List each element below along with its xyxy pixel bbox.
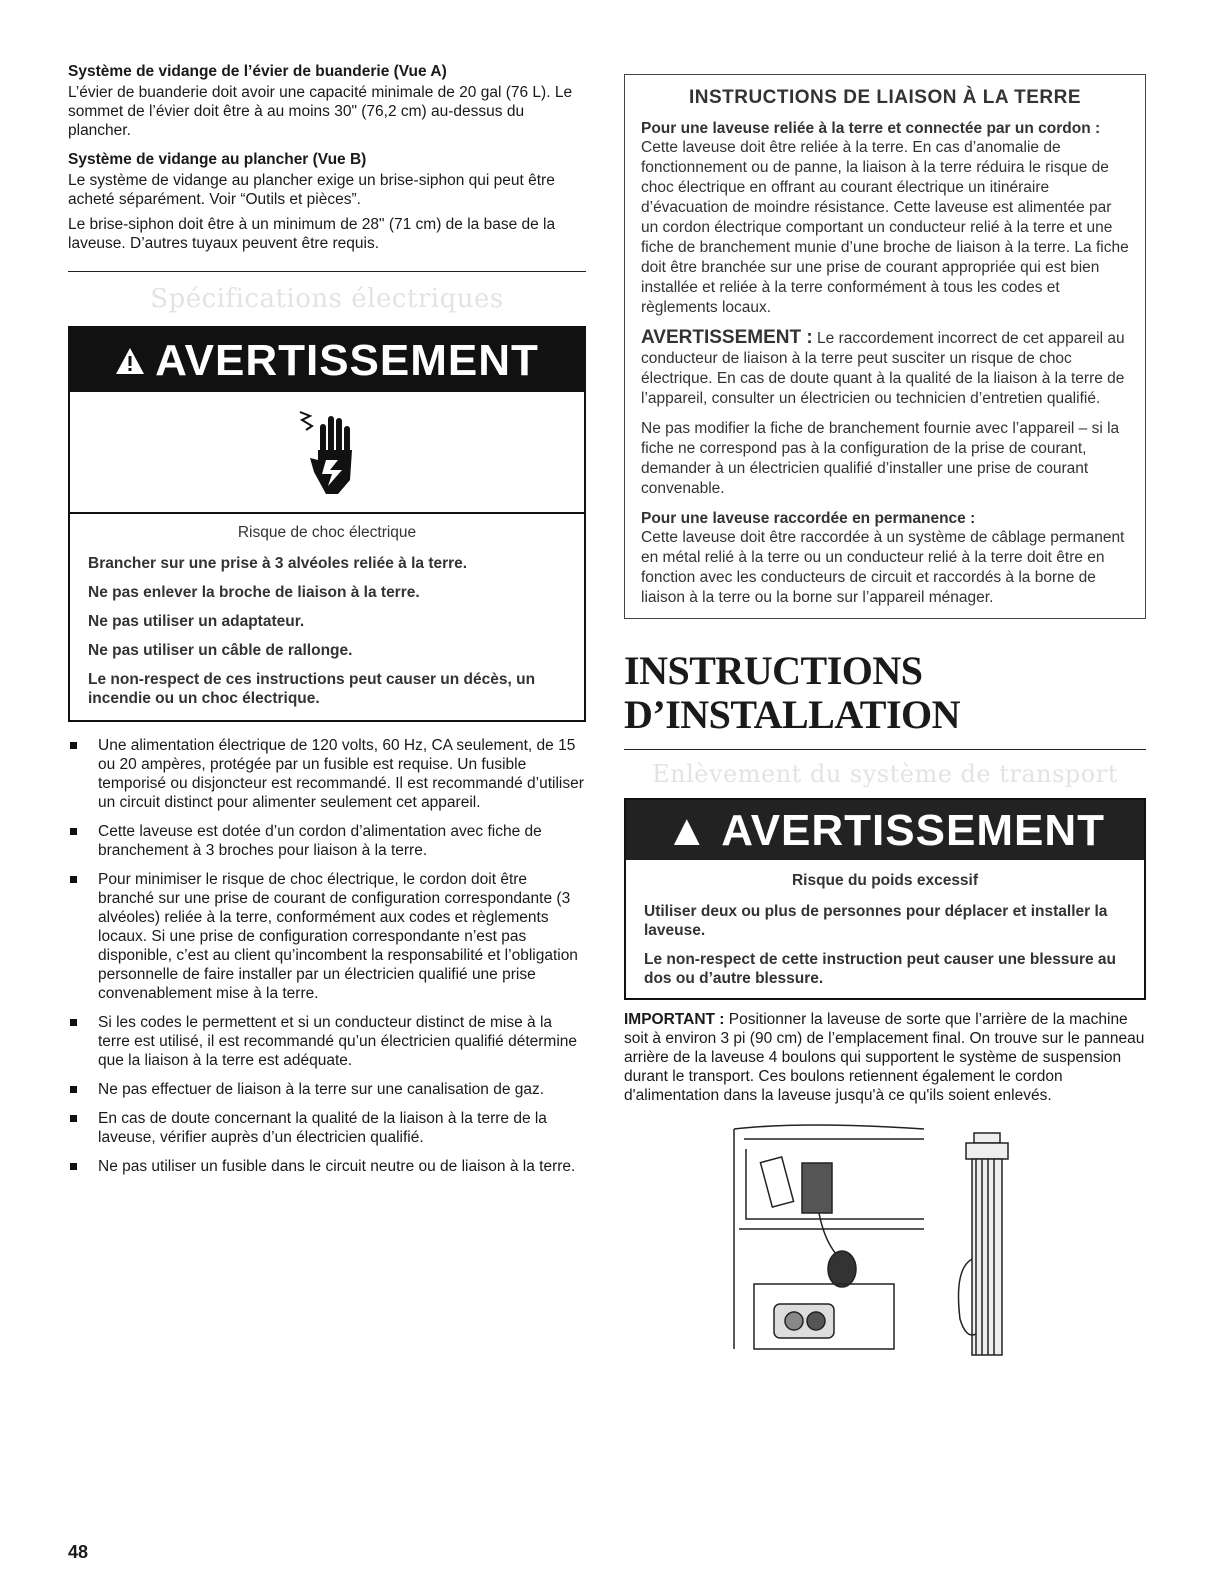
bullet-square-icon bbox=[70, 742, 77, 749]
shock-risk-label: Risque de choc électrique bbox=[237, 524, 417, 541]
shock-warning-box bbox=[68, 326, 586, 722]
left-column bbox=[68, 62, 586, 1186]
electrical-specs-heading: Spécifications électriques bbox=[150, 284, 504, 314]
weight-risk-label: Risque du poids excessif bbox=[791, 872, 979, 889]
warning-line: Ne pas utiliser un câble de rallonge. bbox=[88, 642, 353, 659]
warning-line: Ne pas utiliser un adaptateur. bbox=[88, 613, 305, 630]
warning-header-label: AVERTISSEMENT bbox=[155, 336, 539, 385]
right-column bbox=[624, 74, 1146, 1359]
list-item: Une alimentation électrique de 120 volts, 60 Hz, CA seulement, de 15 ou 20 ampères, protégée par un fusible est requise. Un fusible temporisé ou disjoncteur est recommandé. Il est recommandé d’utiliser un circuit distinct pour alimenter seulement cet appareil. bbox=[68, 736, 586, 812]
grounding-warning: AVERTISSEMENT : Le raccordement incorrect de cet appareil au conducteur de liaison à la terre peut susciter un risque de choc électrique. En cas de doute quant à la qualité de la liaison à la terre de l’appareil, consulter un électricien ou technicien d’entretien qualifié. bbox=[641, 327, 1125, 407]
grounding-subtitle-permanent: Pour une laveuse raccordée en permanence : bbox=[641, 510, 976, 527]
grounding-permanent-text: Cette laveuse doit être raccordée à un système de câblage permanent en métal relié à la terre ou un conducteur relié à la terre doit être en fonction avec les conducteurs de circuit et raccordés à la borne de liaison à la terre ou la borne sur l’appareil ménager. bbox=[641, 529, 1125, 606]
bullet-square-icon bbox=[70, 1086, 77, 1093]
grounding-title: INSTRUCTIONS DE LIAISON À LA TERRE bbox=[688, 87, 1082, 108]
warning-line: Ne pas enlever la broche de liaison à la terre. bbox=[88, 584, 420, 601]
bullet-square-icon bbox=[70, 1019, 77, 1026]
list-item: Ne pas effectuer de liaison à la terre sur une canalisation de gaz. bbox=[68, 1080, 586, 1099]
grounding-subtitle-cord: Pour une laveuse reliée à la terre et connectée par un cordon : bbox=[641, 120, 1101, 137]
page-title: INSTRUCTIONS D’INSTALLATION bbox=[624, 648, 961, 737]
bullet-square-icon bbox=[70, 1163, 77, 1170]
transport-bolt-illustration bbox=[624, 1119, 1146, 1359]
list-item: Pour minimiser le risque de choc électrique, le cordon doit être branché sur une prise de courant de configuration correspondante (3 alvéoles) reliée à la terre, conformément aux codes et règlements locaux. Si une prise de configuration correspondante n’est pas disponible, c’est au client qu’incombent la responsabilité et l’obligation personnelle de faire installer par un électricien qualifié une prise convenablement mise à la terre. bbox=[68, 870, 586, 1003]
sec-a-text: L’évier de buanderie doit avoir une capacité minimale de 20 gal (76 L). Le sommet de l’évier doit être à au moins 30" (76,2 cm) au-dessus du plancher. bbox=[68, 84, 573, 139]
list-item: Si les codes le permettent et si un conducteur distinct de mise à la terre est utilisé, il est recommandé qu’un électricien qualifié détermine que la liaison à la terre est adéquate. bbox=[68, 1013, 586, 1070]
warning-line: Utiliser deux ou plus de personnes pour déplacer et installer la laveuse. bbox=[644, 903, 1108, 939]
weight-warning-box bbox=[624, 798, 1146, 1000]
warning-line: Le non-respect de cette instruction peut causer une blessure au dos ou d’autre blessure. bbox=[644, 951, 1117, 987]
grounding-instructions-box bbox=[624, 74, 1146, 619]
bullet-square-icon bbox=[70, 828, 77, 835]
sec-b-text-2: Le brise-siphon doit être à un minimum de 28" (71 cm) de la base de la laveuse. D’autres tuyaux peuvent être requis. bbox=[68, 216, 556, 252]
divider bbox=[68, 271, 586, 272]
divider bbox=[624, 749, 1146, 750]
washer-rear-panel-illustration bbox=[734, 1125, 924, 1349]
sec-a-title: Système de vidange de l’évier de buanderie (Vue A) bbox=[68, 63, 447, 80]
important-note: IMPORTANT : Positionner la laveuse de sorte que l’arrière de la machine soit à environ 3 pi (90 cm) de l’emplacement final. On trouve sur le panneau arrière de la laveuse 4 boulons qui supportent le système de suspension durant le transport. Ces boulons retiennent également le cordon d'alimentation dans la laveuse jusqu'à ce qu'ils soient enlevés. bbox=[624, 1011, 1145, 1104]
transport-removal-heading: Enlèvement du système de transport bbox=[652, 760, 1118, 788]
list-item: En cas de doute concernant la qualité de la liaison à la terre de la laveuse, vérifier auprès d’un électricien qualifié. bbox=[68, 1109, 586, 1147]
list-item: Ne pas utiliser un fusible dans le circuit neutre ou de liaison à la terre. bbox=[68, 1157, 586, 1176]
bullet-square-icon bbox=[70, 1115, 77, 1122]
warning-header-label: AVERTISSEMENT bbox=[721, 806, 1105, 855]
grounding-plug-text: Ne pas modifier la fiche de branchement fournie avec l’appareil – si la fiche ne correspond pas à la configuration de la prise de courant, demander à un électricien qualifié d’installer une prise de courant convenable. bbox=[641, 420, 1120, 497]
warning-triangle-icon: ▲ bbox=[665, 806, 710, 855]
sec-b-title: Système de vidange au plancher (Vue B) bbox=[68, 151, 367, 168]
bullet-square-icon bbox=[70, 876, 77, 883]
list-item: Cette laveuse est dotée d’un cordon d’alimentation avec fiche de branchement à 3 broches pour liaison à la terre. bbox=[68, 822, 586, 860]
transport-bolt-icon bbox=[959, 1133, 1009, 1355]
warning-triangle-icon bbox=[115, 336, 145, 386]
warning-header bbox=[626, 800, 1144, 860]
warning-line: Brancher sur une prise à 3 alvéoles reliée à la terre. bbox=[88, 555, 468, 572]
warning-line: Le non-respect de ces instructions peut causer un décès, un incendie ou un choc électrique. bbox=[88, 671, 536, 707]
electrical-requirements-list bbox=[68, 736, 586, 1176]
sec-b-text-1: Le système de vidange au plancher exige un brise-siphon qui peut être acheté séparément. Voir “Outils et pièces”. bbox=[68, 172, 555, 208]
grounding-text: Cette laveuse doit être reliée à la terre. En cas d’anomalie de fonctionnement ou de panne, la liaison à la terre réduira le risque de choc électrique en offrant au courant électrique un itinéraire d’évacuation de moindre résistance. Cette laveuse est alimentée par un cordon électrique comportant un conducteur relié à la terre et une fiche de branchement munie d’une broche de liaison à la terre. La fiche doit être branchée sur une prise de courant appropriée qui est bien installée et reliée à la terre conformément à tous les codes et règlements locaux. bbox=[641, 139, 1129, 316]
page-number: 48 bbox=[68, 1542, 89, 1562]
electric-shock-hand-icon bbox=[70, 392, 584, 514]
warning-header bbox=[70, 328, 584, 392]
